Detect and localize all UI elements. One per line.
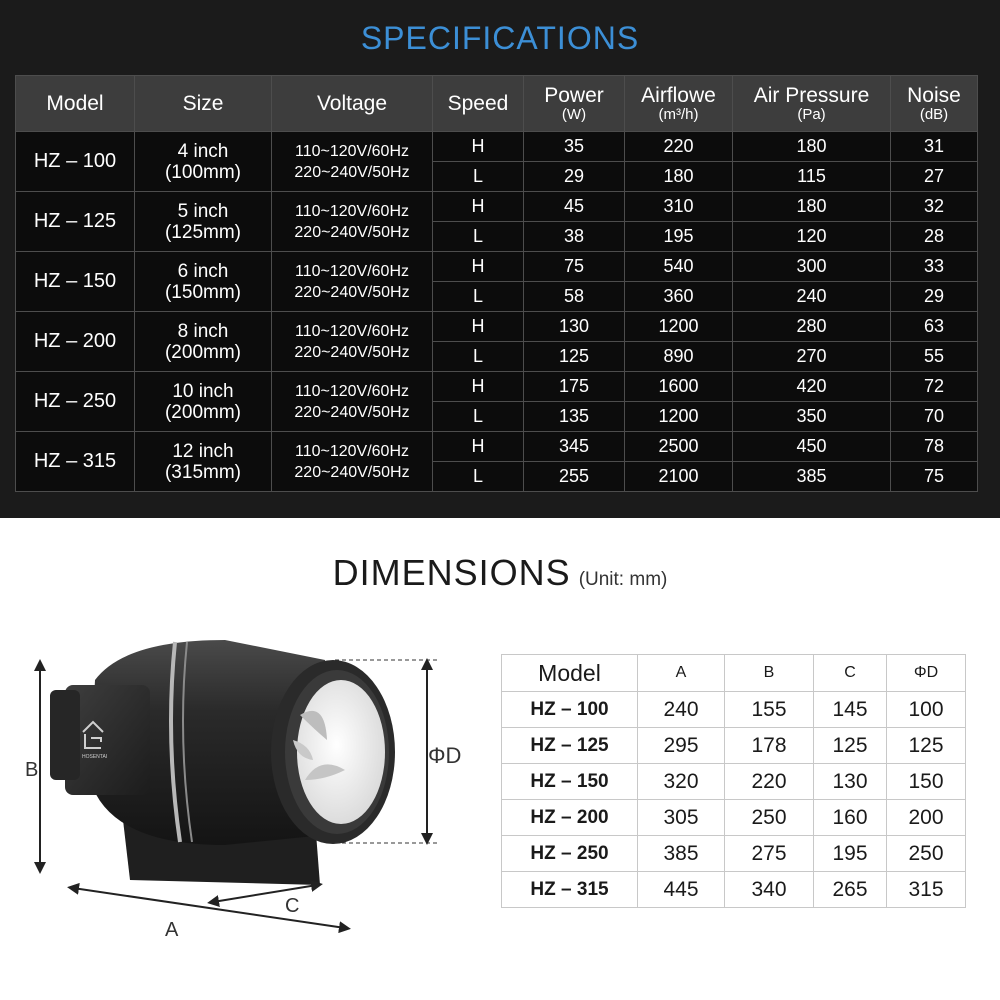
spec-voltage-2: 220~240V/50Hz xyxy=(294,283,410,301)
header-voltage: Voltage xyxy=(272,76,433,132)
spec-row xyxy=(16,132,978,162)
spec-power: 130 xyxy=(524,312,625,342)
dim-b: 250 xyxy=(725,800,814,836)
dim-a: 305 xyxy=(638,800,725,836)
spec-airflow: 360 xyxy=(625,282,733,312)
spec-speed: L xyxy=(433,342,524,372)
spec-power: 38 xyxy=(524,222,625,252)
spec-size-inch: 8 inch xyxy=(177,320,229,342)
spec-pressure: 300 xyxy=(733,252,891,282)
spec-power: 35 xyxy=(524,132,625,162)
spec-model: HZ – 100 xyxy=(16,132,135,192)
spec-noise: 27 xyxy=(891,162,978,192)
header-noise xyxy=(891,76,978,132)
spec-airflow: 220 xyxy=(625,132,733,162)
spec-airflow: 310 xyxy=(625,192,733,222)
spec-airflow: 1200 xyxy=(625,402,733,432)
dim-model: HZ – 315 xyxy=(502,872,638,908)
dim-label-d: ΦD xyxy=(428,743,462,768)
dim-model: HZ – 200 xyxy=(502,800,638,836)
spec-size xyxy=(135,432,272,492)
header-pressure xyxy=(733,76,891,132)
dim-a: 445 xyxy=(638,872,725,908)
spec-pressure: 240 xyxy=(733,282,891,312)
spec-voltage-1: 110~120V/60Hz xyxy=(294,142,409,160)
spec-pressure: 450 xyxy=(733,432,891,462)
dimensions-title: DIMENSIONS xyxy=(332,552,571,593)
spec-speed: H xyxy=(433,192,524,222)
spec-size-mm: (315mm) xyxy=(164,461,241,483)
spec-voltage-1: 110~120V/60Hz xyxy=(294,442,409,460)
dim-a: 240 xyxy=(638,692,725,728)
spec-voltage xyxy=(272,312,433,372)
dim-d: 250 xyxy=(887,836,966,872)
specifications-header-row xyxy=(16,76,978,132)
spec-size xyxy=(135,372,272,432)
spec-voltage xyxy=(272,432,433,492)
spec-size-inch: 5 inch xyxy=(177,200,229,222)
header-speed: Speed xyxy=(433,76,524,132)
header-power xyxy=(524,76,625,132)
dim-d: 315 xyxy=(887,872,966,908)
spec-size xyxy=(135,312,272,372)
dim-c: 265 xyxy=(814,872,887,908)
spec-power: 58 xyxy=(524,282,625,312)
dim-row xyxy=(502,728,966,764)
dim-arrow-a xyxy=(73,888,345,928)
spec-speed: H xyxy=(433,312,524,342)
dim-header-d: ΦD xyxy=(887,655,966,692)
spec-row xyxy=(16,432,978,462)
spec-size-mm: (150mm) xyxy=(164,281,241,303)
dim-b: 275 xyxy=(725,836,814,872)
dim-row xyxy=(502,764,966,800)
spec-model: HZ – 200 xyxy=(16,312,135,372)
dim-header-a: A xyxy=(638,655,725,692)
dim-d: 150 xyxy=(887,764,966,800)
dim-row xyxy=(502,800,966,836)
spec-voltage xyxy=(272,192,433,252)
spec-voltage-1: 110~120V/60Hz xyxy=(294,202,409,220)
spec-power: 125 xyxy=(524,342,625,372)
dim-c: 130 xyxy=(814,764,887,800)
spec-voltage-1: 110~120V/60Hz xyxy=(294,322,409,340)
spec-speed: L xyxy=(433,402,524,432)
spec-voltage-2: 220~240V/50Hz xyxy=(294,223,410,241)
dim-header-model: Model xyxy=(502,655,638,692)
spec-pressure: 180 xyxy=(733,192,891,222)
dim-c: 145 xyxy=(814,692,887,728)
dim-header-b: B xyxy=(725,655,814,692)
dim-label-c: C xyxy=(285,895,300,917)
spec-speed: H xyxy=(433,252,524,282)
spec-speed: H xyxy=(433,372,524,402)
header-airflow xyxy=(625,76,733,132)
spec-size-inch: 12 inch xyxy=(172,440,234,462)
spec-voltage-2: 220~240V/50Hz xyxy=(294,163,410,181)
spec-power: 345 xyxy=(524,432,625,462)
spec-model: HZ – 125 xyxy=(16,192,135,252)
dimensions-unit: (Unit: mm) xyxy=(578,569,668,590)
spec-speed: L xyxy=(433,462,524,492)
spec-size-mm: (200mm) xyxy=(164,341,241,363)
spec-voltage-1: 110~120V/60Hz xyxy=(294,262,409,280)
spec-pressure: 115 xyxy=(733,162,891,192)
dim-row xyxy=(502,836,966,872)
dim-label-a: A xyxy=(165,919,179,941)
spec-voltage xyxy=(272,252,433,312)
spec-power: 255 xyxy=(524,462,625,492)
spec-speed: L xyxy=(433,222,524,252)
dim-model: HZ – 150 xyxy=(502,764,638,800)
spec-voltage-1: 110~120V/60Hz xyxy=(294,382,409,400)
spec-size xyxy=(135,132,272,192)
spec-row xyxy=(16,252,978,282)
spec-pressure: 270 xyxy=(733,342,891,372)
spec-pressure: 280 xyxy=(733,312,891,342)
dimensions-header-row xyxy=(502,655,966,692)
header-airflow-label: Airflowe xyxy=(641,83,716,107)
dim-b: 155 xyxy=(725,692,814,728)
spec-noise: 28 xyxy=(891,222,978,252)
dim-a: 295 xyxy=(638,728,725,764)
spec-voltage-2: 220~240V/50Hz xyxy=(294,403,410,421)
spec-noise: 72 xyxy=(891,372,978,402)
spec-size-inch: 6 inch xyxy=(177,260,229,282)
dim-b: 178 xyxy=(725,728,814,764)
dim-row xyxy=(502,872,966,908)
spec-pressure: 420 xyxy=(733,372,891,402)
header-pressure-unit: (Pa) xyxy=(797,105,826,123)
dim-model: HZ – 125 xyxy=(502,728,638,764)
dim-c: 125 xyxy=(814,728,887,764)
spec-model: HZ – 150 xyxy=(16,252,135,312)
specifications-body xyxy=(16,132,978,492)
header-pressure-label: Air Pressure xyxy=(753,83,870,107)
spec-airflow: 2100 xyxy=(625,462,733,492)
dim-d: 125 xyxy=(887,728,966,764)
spec-airflow: 2500 xyxy=(625,432,733,462)
header-noise-unit: (dB) xyxy=(919,105,949,123)
dim-header-c: C xyxy=(814,655,887,692)
spec-size xyxy=(135,252,272,312)
dim-arrow-c xyxy=(213,885,317,902)
spec-power: 45 xyxy=(524,192,625,222)
spec-speed: L xyxy=(433,282,524,312)
spec-size-mm: (100mm) xyxy=(164,161,241,183)
spec-size-inch: 4 inch xyxy=(177,140,229,162)
dim-d: 200 xyxy=(887,800,966,836)
spec-row xyxy=(16,372,978,402)
header-noise-label: Noise xyxy=(907,83,961,107)
spec-noise: 70 xyxy=(891,402,978,432)
header-airflow-unit: (m³/h) xyxy=(658,105,699,123)
spec-noise: 75 xyxy=(891,462,978,492)
spec-power: 135 xyxy=(524,402,625,432)
spec-noise: 55 xyxy=(891,342,978,372)
spec-airflow: 1600 xyxy=(625,372,733,402)
spec-row xyxy=(16,192,978,222)
header-size: Size xyxy=(135,76,272,132)
brand-logo-text: HOSENTAI xyxy=(82,754,108,760)
dim-row xyxy=(502,692,966,728)
header-power-unit: (W) xyxy=(561,105,587,123)
dim-model: HZ – 100 xyxy=(502,692,638,728)
dim-label-b: B xyxy=(25,759,39,781)
spec-pressure: 120 xyxy=(733,222,891,252)
specifications-title: SPECIFICATIONS xyxy=(360,20,640,56)
inline-fan-dimension-drawing xyxy=(15,630,485,950)
header-power-label: Power xyxy=(544,83,604,107)
spec-power: 175 xyxy=(524,372,625,402)
spec-pressure: 350 xyxy=(733,402,891,432)
spec-voltage-2: 220~240V/50Hz xyxy=(294,343,410,361)
dim-model: HZ – 250 xyxy=(502,836,638,872)
spec-power: 75 xyxy=(524,252,625,282)
spec-speed: H xyxy=(433,132,524,162)
spec-voltage-2: 220~240V/50Hz xyxy=(294,463,410,481)
header-model: Model xyxy=(16,76,135,132)
dim-a: 385 xyxy=(638,836,725,872)
spec-airflow: 180 xyxy=(625,162,733,192)
dim-b: 340 xyxy=(725,872,814,908)
spec-size-mm: (200mm) xyxy=(164,401,241,423)
spec-size xyxy=(135,192,272,252)
dimensions-title-block xyxy=(0,552,1000,594)
specifications-table xyxy=(15,75,978,492)
spec-model: HZ – 250 xyxy=(16,372,135,432)
dimensions-body xyxy=(502,692,966,908)
spec-pressure: 385 xyxy=(733,462,891,492)
dim-a: 320 xyxy=(638,764,725,800)
spec-voltage xyxy=(272,132,433,192)
spec-voltage xyxy=(272,372,433,432)
dim-c: 160 xyxy=(814,800,887,836)
spec-noise: 63 xyxy=(891,312,978,342)
spec-noise: 32 xyxy=(891,192,978,222)
spec-noise: 78 xyxy=(891,432,978,462)
spec-size-mm: (125mm) xyxy=(164,221,241,243)
spec-power: 29 xyxy=(524,162,625,192)
spec-airflow: 1200 xyxy=(625,312,733,342)
spec-model: HZ – 315 xyxy=(16,432,135,492)
spec-noise: 33 xyxy=(891,252,978,282)
spec-pressure: 180 xyxy=(733,132,891,162)
dim-c: 195 xyxy=(814,836,887,872)
spec-airflow: 890 xyxy=(625,342,733,372)
spec-size-inch: 10 inch xyxy=(172,380,234,402)
dimensions-table xyxy=(501,654,966,908)
spec-airflow: 195 xyxy=(625,222,733,252)
dim-b: 220 xyxy=(725,764,814,800)
spec-speed: H xyxy=(433,432,524,462)
spec-airflow: 540 xyxy=(625,252,733,282)
spec-noise: 29 xyxy=(891,282,978,312)
spec-speed: L xyxy=(433,162,524,192)
spec-row xyxy=(16,312,978,342)
dim-d: 100 xyxy=(887,692,966,728)
spec-noise: 31 xyxy=(891,132,978,162)
